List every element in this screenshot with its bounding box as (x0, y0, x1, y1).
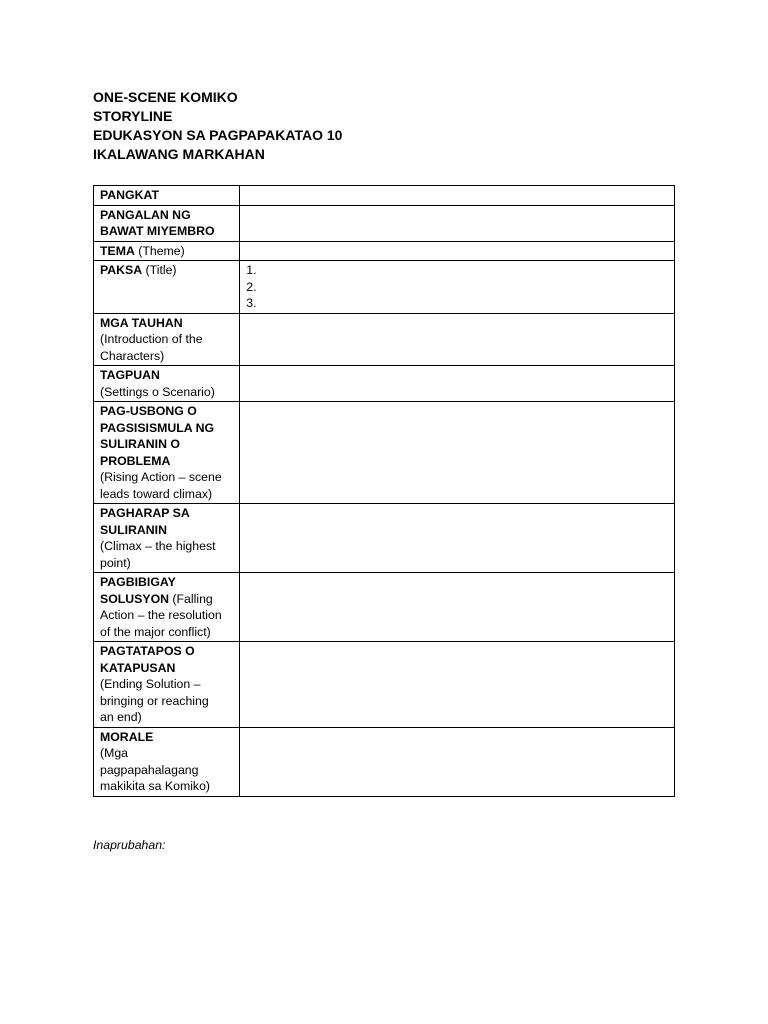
form-label-bold: PROBLEMA (100, 453, 171, 468)
form-field-pangkat[interactable] (240, 186, 675, 206)
form-row-pag-usbong (94, 402, 675, 504)
form-row-tema (94, 241, 675, 261)
form-field-paksa[interactable] (240, 261, 675, 314)
form-row-tagpuan (94, 366, 675, 402)
form-row-paksa (94, 261, 675, 314)
form-label-note: Action – the resolution (100, 608, 222, 622)
title-number-item[interactable]: 2. (246, 279, 257, 294)
form-table-body (94, 186, 675, 797)
form-label-bold: TEMA (100, 243, 135, 258)
form-row-pagbibigay (94, 573, 675, 642)
form-row-mga-tauhan (94, 313, 675, 366)
form-label-bold: PAGSISISMULA NG (100, 420, 215, 435)
form-label-bold: BAWAT MIYEMBRO (100, 224, 215, 238)
form-label-tagpuan (94, 366, 240, 402)
form-label-pagtatapos (94, 642, 240, 728)
form-label-note: leads toward climax) (100, 486, 213, 501)
form-label-pag-usbong (94, 402, 240, 504)
form-label-bold: PAGHARAP SA (100, 506, 190, 520)
form-field-tema[interactable] (240, 241, 675, 261)
form-label-bold: MORALE (100, 729, 154, 744)
form-label-note: (Introduction of the (100, 332, 203, 346)
form-label-note: (Ending Solution – (100, 677, 201, 691)
form-field-pag-usbong[interactable] (240, 402, 675, 504)
form-label-bold: SOLUSYON (100, 591, 170, 606)
form-label-note: (Settings o Scenario) (100, 384, 215, 399)
form-row-pagtatapos (94, 642, 675, 728)
heading-subject: EDUKASYON SA PAGPAPAKATAO 10 (93, 127, 343, 143)
form-label-bold: SULIRANIN O (100, 437, 180, 451)
form-label-pagbibigay (94, 573, 240, 642)
form-label-bold: KATAPUSAN (100, 660, 176, 675)
document-heading (93, 88, 693, 164)
form-label-note: of the major conflict) (100, 624, 211, 639)
form-field-pangalan[interactable] (240, 205, 675, 241)
heading-title: ONE-SCENE KOMIKO (93, 89, 238, 105)
form-label-pangkat (94, 186, 240, 206)
form-label-morale (94, 727, 240, 796)
form-row-pangalan (94, 205, 675, 241)
form-label-note: pagpapahalagang (100, 762, 199, 777)
form-row-pagharap (94, 504, 675, 573)
form-field-pagharap[interactable] (240, 504, 675, 573)
form-label-bold: PANGALAN NG (100, 207, 191, 222)
form-label-note: (Falling (169, 591, 213, 606)
title-number-item[interactable]: 3. (246, 296, 257, 310)
form-field-pagbibigay[interactable] (240, 573, 675, 642)
form-label-bold: PAG-USBONG O (100, 404, 197, 418)
form-label-tema (94, 241, 240, 261)
title-number-item[interactable]: 1. (246, 263, 257, 277)
form-label-bold: TAGPUAN (100, 368, 160, 382)
form-label-pagharap (94, 504, 240, 573)
form-field-tagpuan[interactable] (240, 366, 675, 402)
form-label-note: Characters) (100, 348, 165, 363)
form-label-note: an end) (100, 710, 142, 724)
form-row-pangkat (94, 186, 675, 206)
heading-subtitle: STORYLINE (93, 108, 173, 124)
form-label-bold: PAKSA (100, 263, 143, 277)
form-field-pagtatapos[interactable] (240, 642, 675, 728)
storyline-form-table (93, 185, 675, 797)
heading-quarter: IKALAWANG MARKAHAN (93, 146, 265, 162)
form-label-bold: PANGKAT (100, 188, 159, 202)
approval-label: Inaprubahan: (93, 838, 166, 852)
form-label-note: makikita sa Komiko) (100, 779, 211, 793)
form-label-bold: SULIRANIN (100, 522, 167, 537)
form-label-note: (Mga (100, 746, 129, 760)
form-label-note: point) (100, 555, 131, 570)
form-label-note: bringing or reaching (100, 693, 209, 708)
form-field-morale[interactable] (240, 727, 675, 796)
form-label-pangalan (94, 205, 240, 241)
form-label-note: (Climax – the highest (100, 539, 216, 553)
form-label-bold: MGA TAUHAN (100, 315, 183, 330)
form-label-mga-tauhan (94, 313, 240, 366)
form-row-morale (94, 727, 675, 796)
form-label-note: (Title) (142, 263, 177, 277)
form-label-note: (Theme) (134, 243, 185, 258)
form-field-mga-tauhan[interactable] (240, 313, 675, 366)
form-label-note: (Rising Action – scene (100, 470, 222, 484)
form-label-bold: PAGBIBIGAY (100, 575, 176, 589)
title-number-list (246, 262, 668, 312)
form-label-bold: PAGTATAPOS O (100, 644, 195, 658)
form-label-paksa (94, 261, 240, 314)
